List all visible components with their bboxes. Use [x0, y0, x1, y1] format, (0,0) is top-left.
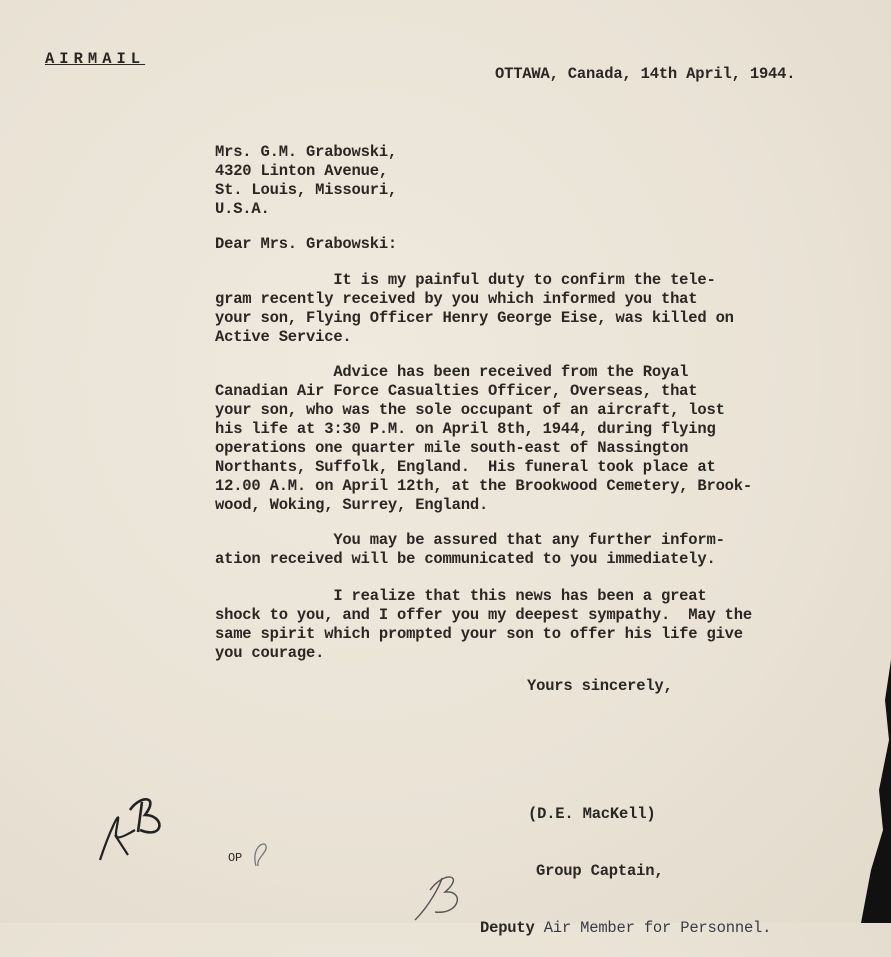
paragraph-2 — [215, 363, 752, 515]
signer-title-rest: Air Member for Personnel. — [534, 919, 772, 937]
letter-date: OTTAWA, Canada, 14th April, 1944. — [495, 65, 796, 83]
text-line: Advice has been received from the Royal — [215, 363, 689, 381]
text-line: you courage. — [215, 644, 325, 662]
signer-title — [480, 919, 771, 938]
text-line: Active Service. — [215, 328, 352, 346]
text-line: his life at 3:30 P.M. on April 8th, 1944, during flying — [215, 420, 716, 438]
text-line: You may be assured that any further inform- — [215, 531, 725, 549]
signature-block — [480, 767, 771, 957]
text-line: I realize that this news has been a great — [215, 587, 707, 605]
text-line: wood, Woking, Surrey, England. — [215, 496, 489, 514]
paragraph-1 — [215, 271, 734, 347]
paragraph-4 — [215, 587, 752, 663]
torn-edge — [851, 660, 891, 923]
text-line: 4320 Linton Avenue, — [215, 162, 388, 180]
closing: Yours sincerely, — [527, 677, 673, 695]
salutation: Dear Mrs. Grabowski: — [215, 235, 398, 253]
reference-code: OP — [228, 851, 243, 865]
handwritten-bottom-mark — [410, 870, 470, 923]
text-line: It is my painful duty to confirm the tele- — [215, 271, 716, 289]
handwritten-initials — [90, 790, 180, 870]
text-line: St. Louis, Missouri, — [215, 181, 398, 199]
text-line: operations one quarter mile south-east of Nassington — [215, 439, 689, 457]
text-line: Northants, Suffolk, England. His funeral took place at — [215, 458, 716, 476]
signer-title-bold: Deputy — [480, 919, 535, 937]
recipient-address — [215, 143, 397, 219]
paragraph-3 — [215, 531, 725, 569]
text-line: U.S.A. — [215, 200, 270, 218]
text-line: your son, Flying Officer Henry George Eise, was killed on — [215, 309, 734, 327]
text-line: your son, who was the sole occupant of an aircraft, lost — [215, 401, 725, 419]
airmail-label: AIRMAIL — [45, 50, 146, 68]
text-line: gram recently received by you which informed you that — [215, 290, 698, 308]
handwritten-op-mark — [248, 838, 272, 868]
text-line: Canadian Air Force Casualties Officer, Overseas, that — [215, 382, 698, 400]
text-line: 12.00 A.M. on April 12th, at the Brookwood Cemetery, Brook- — [215, 477, 752, 495]
signer-rank: Group Captain, — [536, 862, 664, 880]
text-line: same spirit which prompted your son to offer his life give — [215, 625, 743, 643]
text-line: shock to you, and I offer you my deepest sympathy. May the — [215, 606, 752, 624]
text-line: ation received will be communicated to you immediately. — [215, 550, 716, 568]
signer-name: (D.E. MacKell) — [528, 805, 656, 823]
text-line: Mrs. G.M. Grabowski, — [215, 143, 398, 161]
